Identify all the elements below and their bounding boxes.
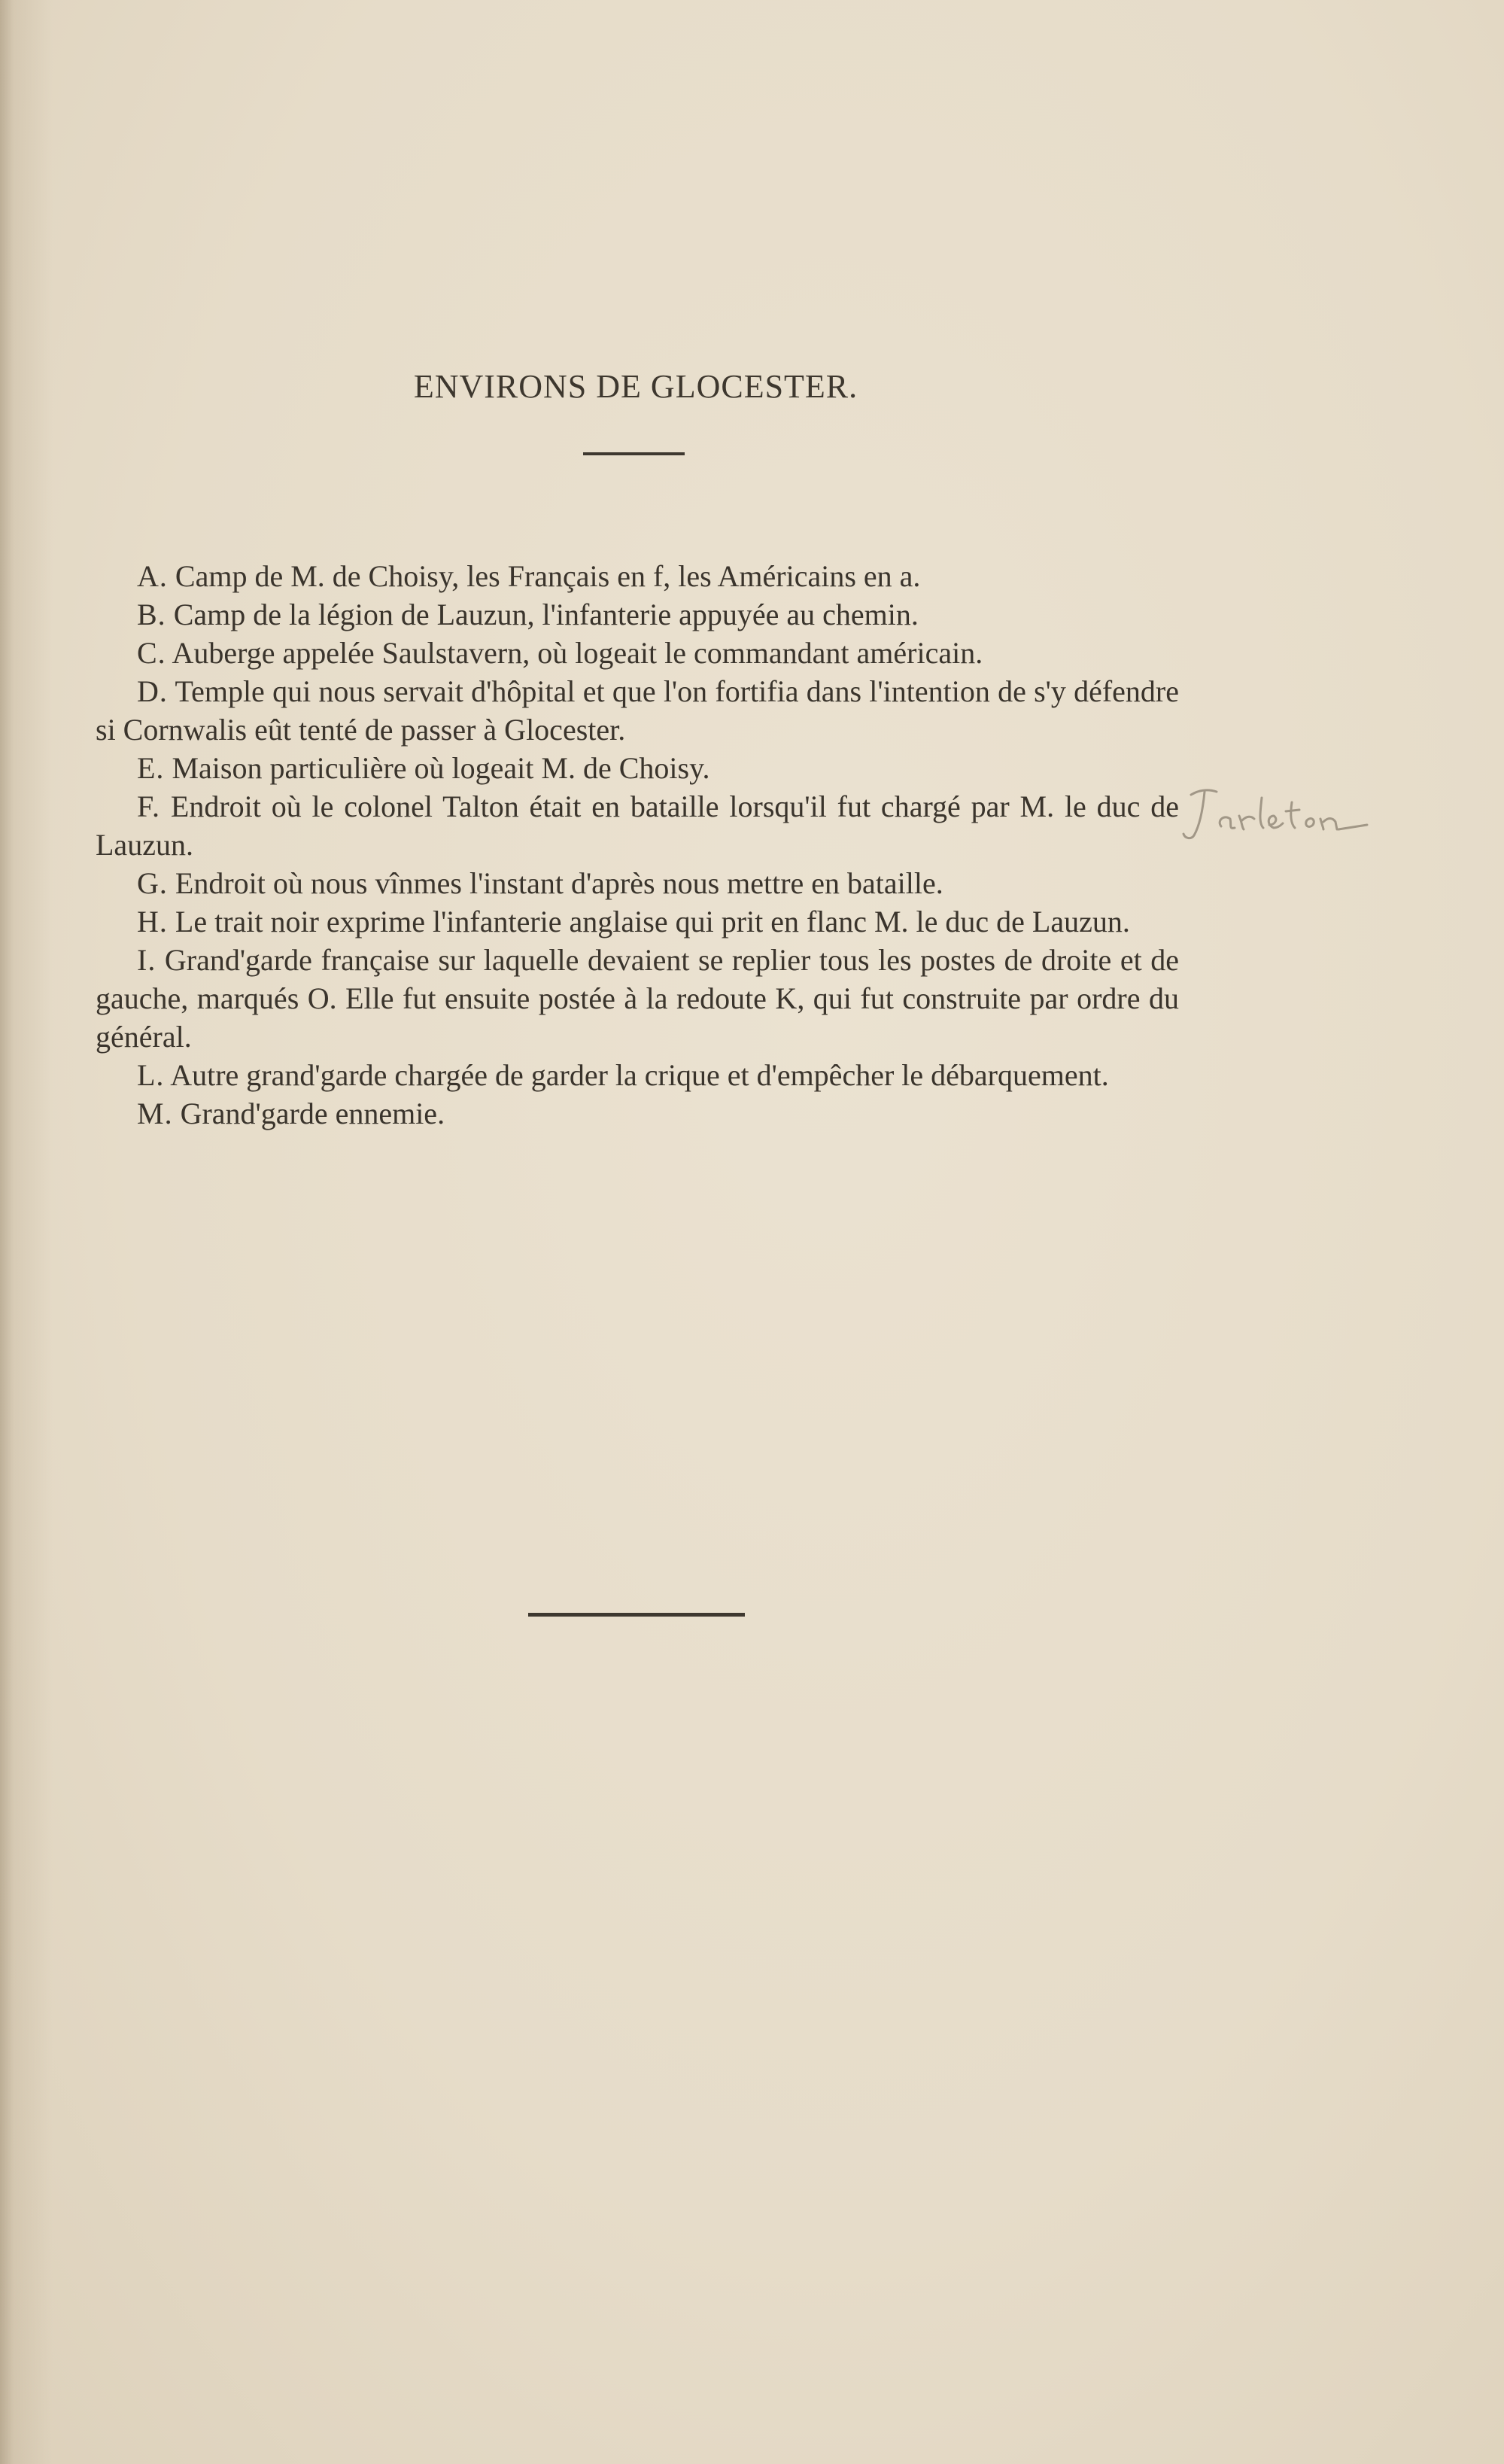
legend-letter: I. <box>137 943 156 977</box>
legend-text: Grand'garde ennemie. <box>180 1097 445 1130</box>
legend-entry-b <box>96 595 1179 634</box>
legend-letter: A. <box>137 559 168 593</box>
legend-text: Maison particulière où logeait M. de Choisy. <box>172 751 710 785</box>
legend-entry-i <box>96 941 1179 1056</box>
map-legend <box>96 557 1179 1133</box>
legend-letter: L. <box>137 1058 165 1092</box>
handwritten-pencil-note <box>1177 781 1373 849</box>
legend-letter: E. <box>137 751 165 785</box>
legend-text: Endroit où nous vînmes l'instant d'après nous mettre en bataille. <box>175 866 943 900</box>
legend-text: Endroit où le colonel Talton était en bataille lorsqu'il fut chargé par M. le duc de Lauzun. <box>96 789 1179 862</box>
page-title: ENVIRONS DE GLOCESTER. <box>413 368 858 405</box>
legend-entry-f <box>96 787 1179 864</box>
legend-entry-g <box>96 864 1179 902</box>
legend-letter: D. <box>137 674 168 708</box>
legend-entry-l <box>96 1056 1179 1094</box>
legend-entry-h <box>96 902 1179 941</box>
legend-letter: G. <box>137 866 168 900</box>
legend-letter: M. <box>137 1097 173 1130</box>
legend-text: Camp de M. de Choisy, les Français en f, les Américains en a. <box>175 559 921 593</box>
legend-text: Autre grand'garde chargée de garder la crique et d'empêcher le débarquement. <box>170 1058 1109 1092</box>
legend-text: Camp de la légion de Lauzun, l'infanterie appuyée au chemin. <box>173 598 919 631</box>
legend-letter: B. <box>137 598 166 631</box>
legend-text: Le trait noir exprime l'infanterie anglaise qui prit en flanc M. le duc de Lauzun. <box>175 905 1130 938</box>
end-divider <box>528 1613 745 1617</box>
legend-entry-m <box>96 1094 1179 1133</box>
legend-text: Grand'garde française sur laquelle devaient se replier tous les postes de droite et de gauche, marqués O. Elle fut ensuite postée à la redoute K, qui fut construite par ordre du général. <box>96 943 1179 1054</box>
legend-entry-a <box>96 557 1179 595</box>
legend-entry-e <box>96 749 1179 787</box>
legend-letter: H. <box>137 905 168 938</box>
legend-letter: C. <box>137 636 166 670</box>
legend-letter: F. <box>137 789 161 823</box>
legend-text: Temple qui nous servait d'hôpital et que l'on fortifia dans l'intention de s'y défendre si Cornwalis eût tenté de passer à Glocester. <box>96 674 1180 747</box>
legend-text: Auberge appelée Saulstavern, où logeait le commandant américain. <box>172 636 983 670</box>
title-divider <box>583 452 685 455</box>
legend-entry-c <box>96 634 1179 672</box>
legend-entry-d <box>96 672 1179 749</box>
